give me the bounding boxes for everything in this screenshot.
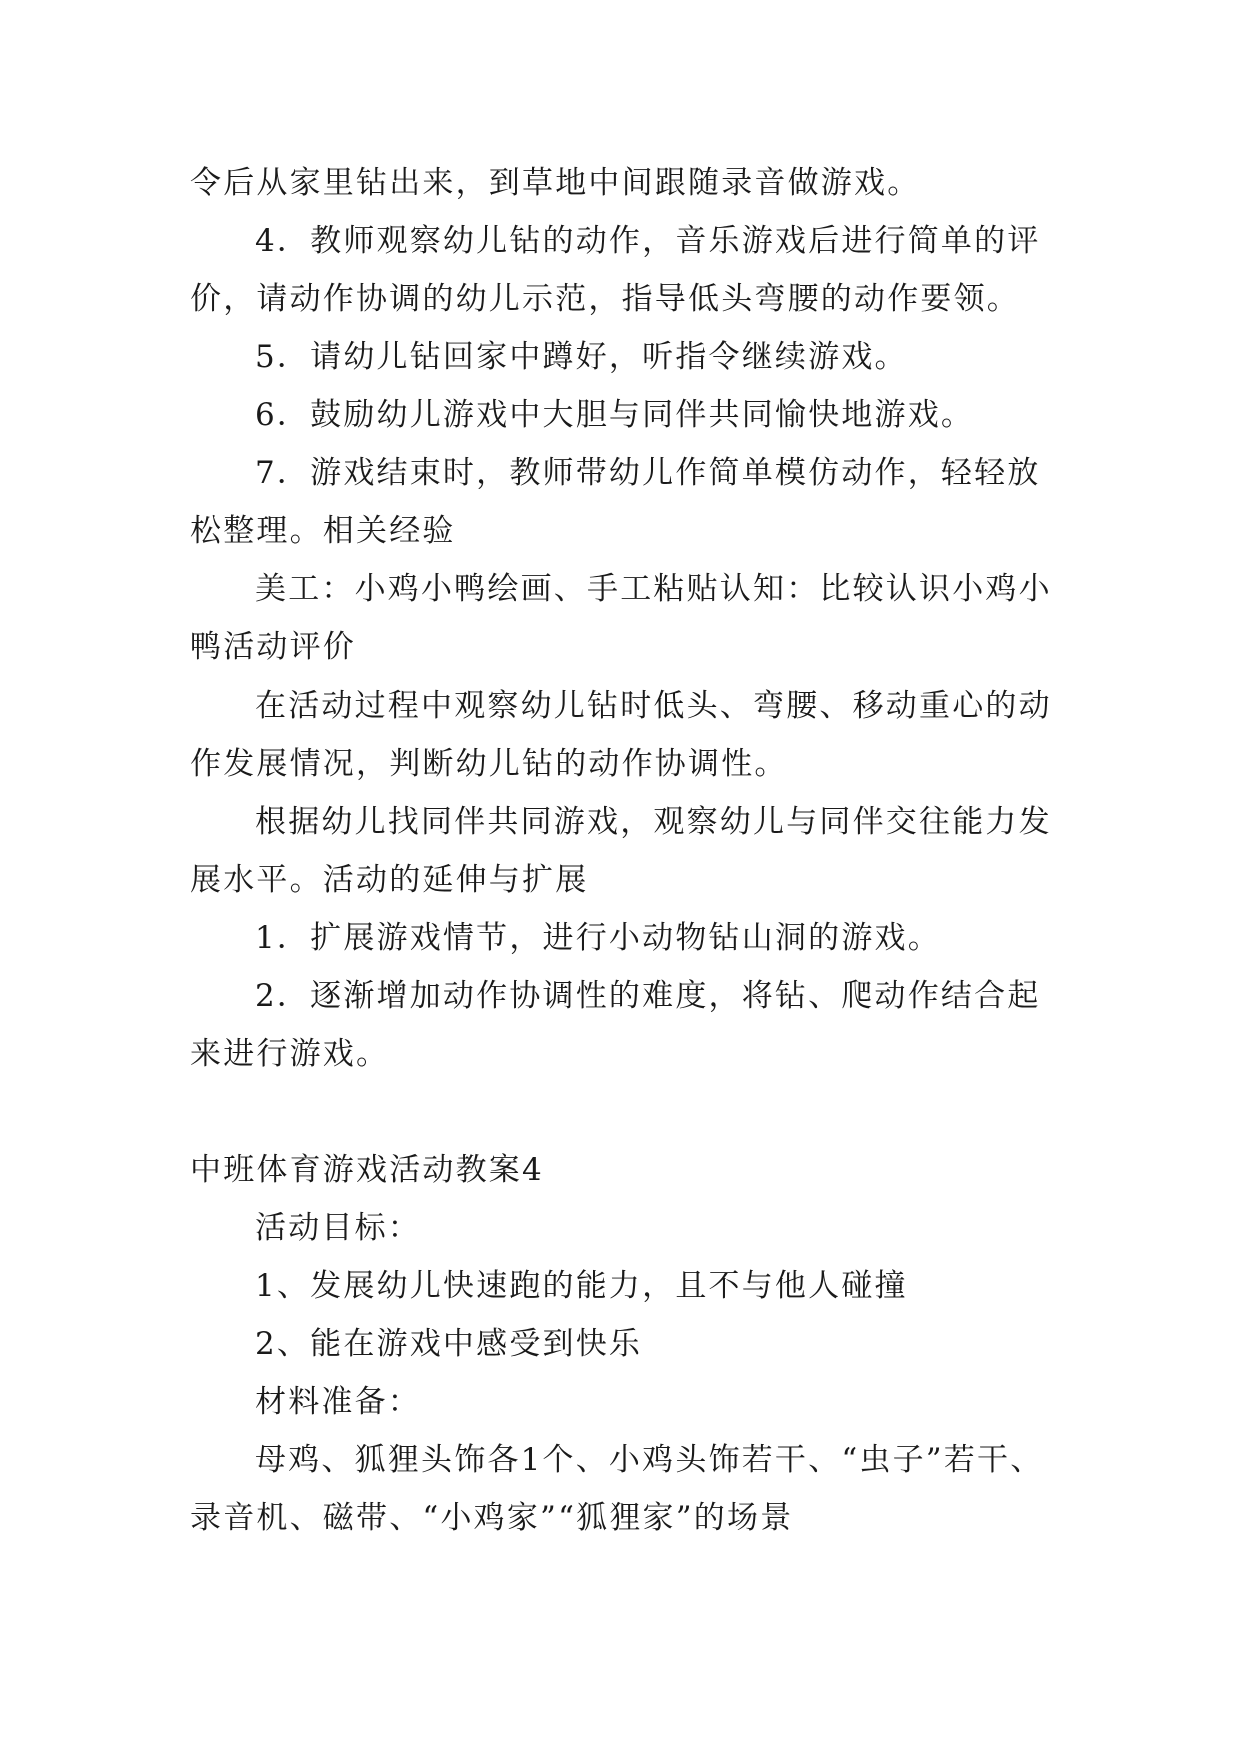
text-line: 录音机、磁带、“小鸡家”“狐狸家”的场景: [190, 1500, 794, 1536]
text-line: 2、能在游戏中感受到快乐: [255, 1326, 643, 1362]
text-line: 2．逐渐增加动作协调性的难度，将钻、爬动作结合起: [255, 978, 1041, 1014]
text-line: 来进行游戏。: [190, 1036, 390, 1072]
text-line: 价，请动作协调的幼儿示范，指导低头弯腰的动作要领。: [190, 281, 1020, 317]
text-line: 根据幼儿找同伴共同游戏，观察幼儿与同伴交往能力发: [255, 804, 1052, 840]
text-line: 1、发展幼儿快速跑的能力，且不与他人碰撞: [255, 1268, 908, 1304]
text-line: 令后从家里钻出来，到草地中间跟随录音做游戏。: [190, 165, 921, 201]
text-line: 4．教师观察幼儿钻的动作，音乐游戏后进行简单的评: [255, 223, 1041, 259]
text-line: 作发展情况，判断幼儿钻的动作协调性。: [190, 746, 788, 782]
text-line: 在活动过程中观察幼儿钻时低头、弯腰、移动重心的动: [255, 688, 1052, 724]
text-line: 美工：小鸡小鸭绘画、手工粘贴认知：比较认识小鸡小: [255, 571, 1052, 607]
text-line: 6．鼓励幼儿游戏中大胆与同伴共同愉快地游戏。: [255, 397, 975, 433]
text-line: 鸭活动评价: [190, 629, 356, 665]
text-line: 材料准备：: [255, 1384, 421, 1420]
text-line: 7．游戏结束时，教师带幼儿作简单模仿动作，轻轻放: [255, 455, 1041, 491]
text-line: 展水平。活动的延伸与扩展: [190, 862, 589, 898]
text-line: 松整理。相关经验: [190, 513, 456, 549]
section-heading: 中班体育游戏活动教案4: [190, 1152, 544, 1188]
text-line: 5．请幼儿钻回家中蹲好，听指令继续游戏。: [255, 339, 908, 375]
text-line: 1．扩展游戏情节，进行小动物钻山洞的游戏。: [255, 920, 941, 956]
text-line: 母鸡、狐狸头饰各1个、小鸡头饰若干、“虫子”若干、: [255, 1442, 1044, 1478]
text-line: 活动目标：: [255, 1210, 421, 1246]
